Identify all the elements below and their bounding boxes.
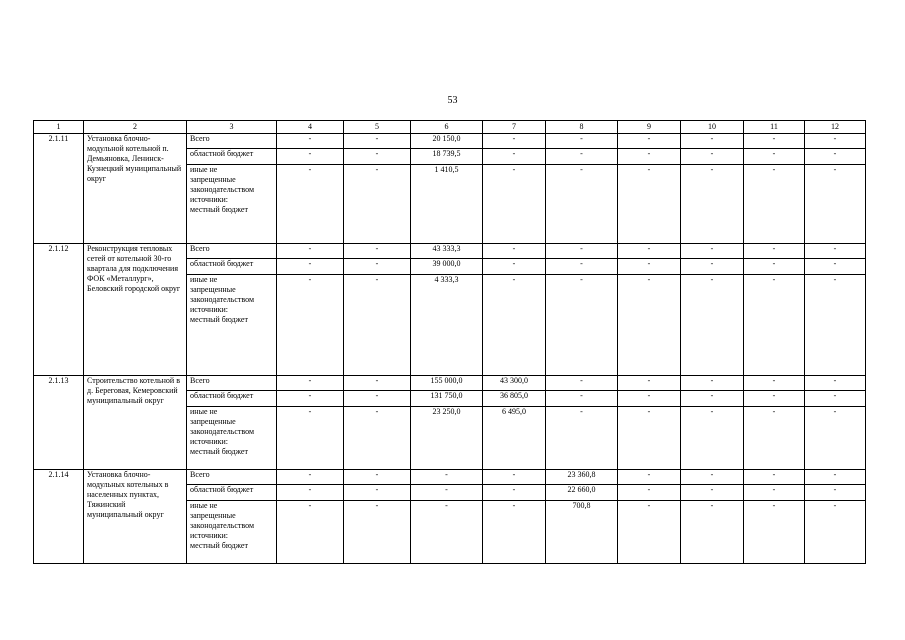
header-cell: 12: [805, 121, 866, 134]
amount-cell: -: [681, 259, 744, 275]
amount-cell: -: [805, 134, 866, 149]
amount-cell: -: [546, 165, 618, 244]
funding-source-line: источники:: [190, 531, 228, 540]
page-number: 53: [447, 95, 458, 106]
amount-cell: -: [483, 149, 546, 165]
amount-cell: -: [681, 407, 744, 470]
amount-cell: -: [744, 149, 805, 165]
amount-cell: -: [618, 376, 681, 391]
amount-cell: -: [344, 165, 411, 244]
amount-cell: -: [344, 391, 411, 407]
amount-cell: -: [681, 244, 744, 259]
amount-cell: 4 333,3: [411, 275, 483, 376]
amount-cell: -: [805, 391, 866, 407]
table-row: [34, 470, 866, 485]
item-name: Реконструкция тепловых сетей от котельной 30-го квартала для подключения ФОК «Металлург», Беловский городской округ: [84, 244, 187, 376]
funding-source: Всего: [187, 244, 277, 259]
amount-cell: 23 250,0: [411, 407, 483, 470]
funding-source-line: иные не: [190, 501, 218, 510]
funding-source: областной бюджет: [187, 485, 277, 501]
amount-cell: -: [344, 376, 411, 391]
amount-cell: 43 300,0: [483, 376, 546, 391]
funding-source: [187, 407, 277, 470]
amount-cell: -: [618, 407, 681, 470]
funding-source-line: запрещенные: [190, 285, 236, 294]
amount-cell: -: [483, 165, 546, 244]
funding-source: [187, 501, 277, 564]
amount-cell: -: [546, 391, 618, 407]
header-cell: 11: [744, 121, 805, 134]
header-cell: 5: [344, 121, 411, 134]
amount-cell: -: [618, 244, 681, 259]
funding-source-line: источники:: [190, 195, 228, 204]
amount-cell: -: [681, 275, 744, 376]
header-cell: 9: [618, 121, 681, 134]
header-cell: 6: [411, 121, 483, 134]
amount-cell: -: [681, 165, 744, 244]
funding-source-line: местный бюджет: [190, 541, 248, 550]
amount-cell: -: [618, 259, 681, 275]
item-name: Установка блочно-модульной котельной п. Демьяновка, Ленинск-Кузнецкий муниципальный округ: [84, 134, 187, 244]
amount-cell: -: [277, 407, 344, 470]
amount-cell: -: [411, 501, 483, 564]
amount-cell: -: [618, 134, 681, 149]
amount-cell: -: [344, 275, 411, 376]
amount-cell: -: [618, 391, 681, 407]
funding-source-line: местный бюджет: [190, 315, 248, 324]
funding-source-line: запрещенные: [190, 417, 236, 426]
funding-source-line: источники:: [190, 305, 228, 314]
amount-cell: -: [681, 470, 744, 485]
amount-cell: 6 495,0: [483, 407, 546, 470]
header-cell: 4: [277, 121, 344, 134]
amount-cell: -: [277, 470, 344, 485]
funding-source: областной бюджет: [187, 149, 277, 165]
amount-cell: 36 805,0: [483, 391, 546, 407]
item-number: 2.1.11: [34, 134, 84, 244]
amount-cell: -: [744, 470, 805, 485]
amount-cell: -: [805, 407, 866, 470]
amount-cell: 18 739,5: [411, 149, 483, 165]
budget-table: [33, 120, 866, 564]
amount-cell: -: [744, 244, 805, 259]
funding-source-line: запрещенные: [190, 175, 236, 184]
item-number: 2.1.13: [34, 376, 84, 470]
item-number: 2.1.12: [34, 244, 84, 376]
amount-cell: -: [277, 134, 344, 149]
amount-cell: 43 333,3: [411, 244, 483, 259]
amount-cell: -: [805, 501, 866, 564]
amount-cell: -: [744, 501, 805, 564]
amount-cell: -: [546, 149, 618, 165]
funding-source: областной бюджет: [187, 259, 277, 275]
amount-cell: 22 660,0: [546, 485, 618, 501]
funding-source-line: местный бюджет: [190, 447, 248, 456]
table-row: [34, 376, 866, 391]
amount-cell: -: [805, 259, 866, 275]
funding-source: [187, 275, 277, 376]
funding-source: Всего: [187, 376, 277, 391]
amount-cell: 1 410,5: [411, 165, 483, 244]
amount-cell: -: [344, 485, 411, 501]
amount-cell: -: [277, 244, 344, 259]
amount-cell: -: [618, 165, 681, 244]
amount-cell: -: [744, 165, 805, 244]
funding-source-line: запрещенные: [190, 511, 236, 520]
table-row: [34, 134, 866, 149]
funding-source-line: законодательством: [190, 427, 255, 436]
amount-cell: -: [681, 149, 744, 165]
amount-cell: -: [805, 470, 866, 485]
amount-cell: 155 000,0: [411, 376, 483, 391]
table-body: [34, 134, 866, 564]
amount-cell: -: [744, 391, 805, 407]
amount-cell: 39 000,0: [411, 259, 483, 275]
amount-cell: -: [744, 134, 805, 149]
funding-source: Всего: [187, 470, 277, 485]
amount-cell: -: [277, 275, 344, 376]
amount-cell: -: [681, 134, 744, 149]
funding-source-line: законодательством: [190, 185, 255, 194]
header-cell: 7: [483, 121, 546, 134]
amount-cell: 700,8: [546, 501, 618, 564]
amount-cell: -: [618, 501, 681, 564]
header-cell: 3: [187, 121, 277, 134]
amount-cell: -: [483, 501, 546, 564]
amount-cell: -: [681, 391, 744, 407]
amount-cell: -: [744, 407, 805, 470]
amount-cell: -: [805, 275, 866, 376]
amount-cell: -: [277, 149, 344, 165]
header-cell: 1: [34, 121, 84, 134]
amount-cell: -: [805, 244, 866, 259]
amount-cell: -: [546, 275, 618, 376]
funding-source-line: иные не: [190, 275, 218, 284]
funding-source-line: иные не: [190, 165, 218, 174]
amount-cell: -: [344, 134, 411, 149]
item-name: Установка блочно-модульных котельных в населенных пунктах, Тяжинский муниципальный округ: [84, 470, 187, 564]
amount-cell: -: [277, 485, 344, 501]
amount-cell: -: [618, 485, 681, 501]
funding-source-line: законодательством: [190, 295, 255, 304]
amount-cell: -: [618, 149, 681, 165]
amount-cell: -: [344, 149, 411, 165]
header-cell: 2: [84, 121, 187, 134]
amount-cell: -: [277, 391, 344, 407]
amount-cell: -: [483, 134, 546, 149]
amount-cell: -: [618, 470, 681, 485]
amount-cell: -: [411, 485, 483, 501]
header-cell: 10: [681, 121, 744, 134]
funding-source: Всего: [187, 134, 277, 149]
header-cell: 8: [546, 121, 618, 134]
amount-cell: -: [681, 485, 744, 501]
funding-source-line: источники:: [190, 437, 228, 446]
funding-source-line: иные не: [190, 407, 218, 416]
table-row: [34, 244, 866, 259]
amount-cell: 23 360,8: [546, 470, 618, 485]
amount-cell: -: [744, 275, 805, 376]
amount-cell: -: [681, 376, 744, 391]
amount-cell: 20 150,0: [411, 134, 483, 149]
amount-cell: -: [546, 259, 618, 275]
amount-cell: -: [344, 259, 411, 275]
amount-cell: -: [805, 165, 866, 244]
funding-source: [187, 165, 277, 244]
amount-cell: -: [483, 470, 546, 485]
funding-source-line: местный бюджет: [190, 205, 248, 214]
funding-source: областной бюджет: [187, 391, 277, 407]
amount-cell: -: [483, 259, 546, 275]
amount-cell: -: [344, 501, 411, 564]
item-number: 2.1.14: [34, 470, 84, 564]
amount-cell: -: [277, 165, 344, 244]
amount-cell: -: [744, 485, 805, 501]
funding-source-line: законодательством: [190, 521, 255, 530]
header-row: [34, 121, 866, 134]
amount-cell: 131 750,0: [411, 391, 483, 407]
amount-cell: -: [546, 376, 618, 391]
amount-cell: -: [344, 470, 411, 485]
amount-cell: -: [277, 501, 344, 564]
amount-cell: -: [277, 259, 344, 275]
item-name: Строительство котельной в д. Береговая, Кемеровский муниципальный округ: [84, 376, 187, 470]
amount-cell: -: [805, 149, 866, 165]
amount-cell: -: [483, 275, 546, 376]
amount-cell: -: [744, 259, 805, 275]
amount-cell: -: [483, 244, 546, 259]
amount-cell: -: [277, 376, 344, 391]
amount-cell: -: [805, 485, 866, 501]
amount-cell: -: [546, 407, 618, 470]
amount-cell: -: [483, 485, 546, 501]
amount-cell: -: [805, 376, 866, 391]
amount-cell: -: [411, 470, 483, 485]
amount-cell: -: [546, 244, 618, 259]
amount-cell: -: [546, 134, 618, 149]
amount-cell: -: [618, 275, 681, 376]
amount-cell: -: [344, 407, 411, 470]
amount-cell: -: [681, 501, 744, 564]
amount-cell: -: [744, 376, 805, 391]
amount-cell: -: [344, 244, 411, 259]
